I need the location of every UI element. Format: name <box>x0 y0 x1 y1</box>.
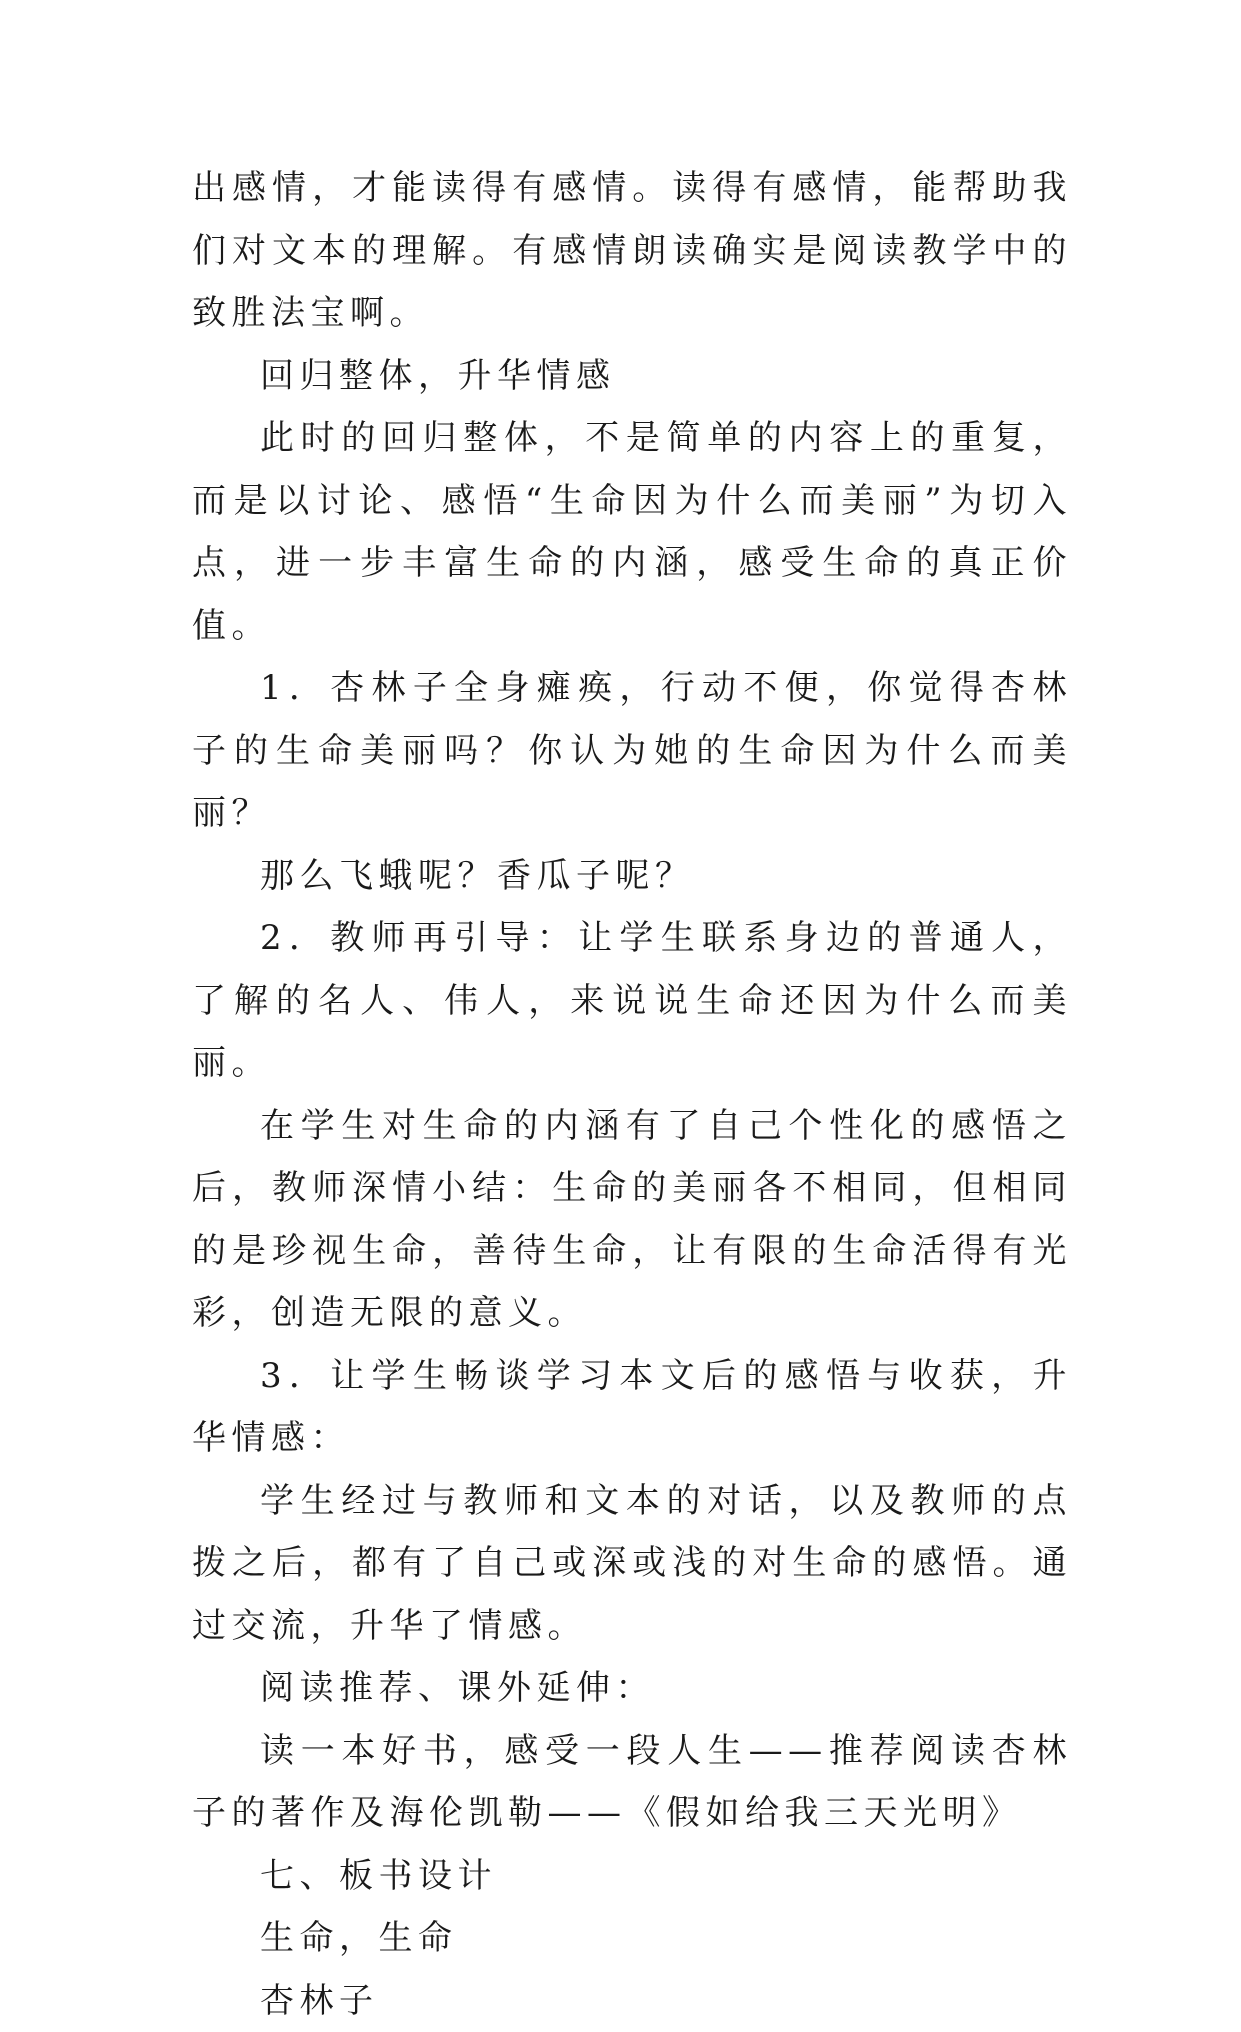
paragraph-student-reflection: 学生经过与教师和文本的对话，以及教师的点拨之后，都有了自己或深或浅的对生命的感悟。通过交流，升华了情感。 <box>192 1470 1072 1658</box>
section-heading-board-design: 七、板书设计 <box>192 1845 1072 1908</box>
document-page <box>192 157 1072 2032</box>
paragraph-moth-melon: 那么飞蛾呢？香瓜子呢？ <box>192 845 1072 908</box>
paragraph-continuation: 出感情，才能读得有感情。读得有感情，能帮助我们对文本的理解。有感情朗读确实是阅读教学中的致胜法宝啊。 <box>192 157 1072 345</box>
paragraph-reading-recommendation: 读一本好书，感受一段人生——推荐阅读杏林子的著作及海伦凯勒——《假如给我三天光明》 <box>192 1720 1072 1845</box>
list-item-3: 3．让学生畅谈学习本文后的感悟与收获，升华情感： <box>192 1345 1072 1470</box>
paragraph-teacher-summary: 在学生对生命的内涵有了自己个性化的感悟之后，教师深情小结：生命的美丽各不相同，但相同的是珍视生命，善待生命，让有限的生命活得有光彩，创造无限的意义。 <box>192 1095 1072 1345</box>
list-item-2: 2．教师再引导：让学生联系身边的普通人，了解的名人、伟人，来说说生命还因为什么而美丽。 <box>192 907 1072 1095</box>
section-heading-return-whole: 回归整体，升华情感 <box>192 345 1072 408</box>
board-line-xinglinzi: 杏林子 <box>192 1970 1072 2032</box>
board-line-life: 生命，生命 <box>192 1907 1072 1970</box>
paragraph-return-whole: 此时的回归整体，不是简单的内容上的重复，而是以讨论、感悟“生命因为什么而美丽”为切入点，进一步丰富生命的内涵，感受生命的真正价值。 <box>192 407 1072 657</box>
list-item-1: 1．杏林子全身瘫痪，行动不便，你觉得杏林子的生命美丽吗？你认为她的生命因为什么而美丽？ <box>192 657 1072 845</box>
section-heading-reading-extension: 阅读推荐、课外延伸： <box>192 1657 1072 1720</box>
